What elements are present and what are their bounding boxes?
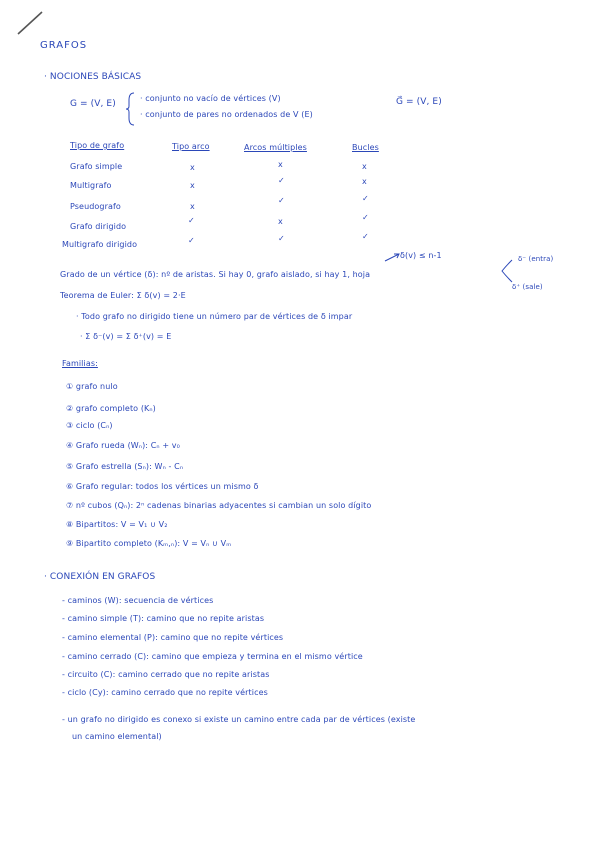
list-item: ① grafo nulo [66,382,118,391]
degree-definition: Grado de un vértice (δ): nº de aristas. Si hay 0, grafo aislado, si hay 1, hoja [60,270,371,279]
list-item: ⑥ Grafo regular: todos los vértices un mismo δ [66,482,259,491]
list-item: ③ ciclo (Cₙ) [66,421,113,430]
degree-in: δ⁻ (entra) [518,255,554,263]
list-item: - camino elemental (P): camino que no repite vértices [62,633,284,642]
graph-definition-edges: · conjunto de pares no ordenados de V (E) [140,110,313,119]
degree-bound: δ(v) ≤ n-1 [400,251,442,260]
table-row-label: Grafo dirigido [70,222,127,231]
table-row-label: Multigrafo [70,181,112,190]
euler-corollary-2: · Σ δ⁻(v) = Σ δ⁺(v) = E [80,332,172,341]
table-cell: ✓ [278,176,285,185]
list-item: - camino simple (T): camino que no repite aristas [62,614,265,623]
connected-definition-line-2: un camino elemental) [72,732,162,741]
list-item: - caminos (W): secuencia de vértices [62,596,214,605]
table-cell: ✓ [188,236,195,245]
list-item: ② grafo completo (Kₙ) [66,404,156,413]
table-cell: ✓ [188,216,195,225]
pencil-stroke-decoration [16,8,46,38]
table-header-tipo-arco: Tipo arco [172,142,210,151]
list-item: ⑦ nº cubos (Qₙ): 2ⁿ cadenas binarias adyacentes si cambian un solo dígito [66,501,372,510]
list-item: ⑧ Bipartitos: V = V₁ ∪ V₂ [66,520,168,529]
table-header-tipo-grafo: Tipo de grafo [70,141,125,150]
page-title: GRAFOS [40,40,88,51]
list-item: ⑤ Grafo estrella (Sₙ): Wₙ - Cₙ [66,462,184,471]
list-item: - circuito (C): camino cerrado que no repite aristas [62,670,270,679]
curly-brace-icon [500,258,514,284]
section-heading-familias: Familias: [62,359,98,368]
digraph-definition: G⃗ = (V, E) [396,97,442,107]
table-row-label: Grafo simple [70,162,123,171]
table-cell: x [190,163,195,172]
graph-definition-lhs: G = (V, E) [70,99,116,109]
section-heading-conexion: · CONEXIÓN EN GRAFOS [44,572,156,582]
table-cell: ✓ [278,196,285,205]
table-cell: ✓ [362,194,369,203]
list-item: ⑨ Bipartito completo (Kₘ,ₙ): V = Vₙ ∪ Vₘ [66,539,232,548]
section-heading-nociones: · NOCIONES BÁSICAS [44,72,142,82]
table-row-label: Multigrafo dirigido [62,240,138,249]
list-item: - camino cerrado (C): camino que empieza y termina en el mismo vértice [62,652,363,661]
table-cell: x [190,202,195,211]
table-cell: ✓ [362,213,369,222]
table-cell: x [278,160,283,169]
table-cell: x [278,217,283,226]
list-item: ④ Grafo rueda (Wₙ): Cₙ + v₀ [66,441,180,450]
table-cell: x [362,162,367,171]
table-cell: x [190,181,195,190]
graph-definition-vertices: · conjunto no vacío de vértices (V) [140,94,281,103]
degree-out: δ⁺ (sale) [512,283,543,291]
connected-definition-line-1: - un grafo no dirigido es conexo si existe un camino entre cada par de vértices (existe [62,715,416,724]
table-header-arcos-multiples: Arcos múltiples [244,143,307,152]
table-cell: x [362,177,367,186]
table-header-bucles: Bucles [352,143,379,152]
euler-theorem: Teorema de Euler: Σ δ(v) = 2·E [60,291,186,300]
table-cell: ✓ [278,234,285,243]
table-row-label: Pseudografo [70,202,121,211]
list-item: - ciclo (Cy): camino cerrado que no repite vértices [62,688,268,697]
table-cell: ✓ [362,232,369,241]
curly-brace-icon [126,92,136,126]
euler-corollary-1: · Todo grafo no dirigido tiene un número par de vértices de δ impar [76,312,353,321]
